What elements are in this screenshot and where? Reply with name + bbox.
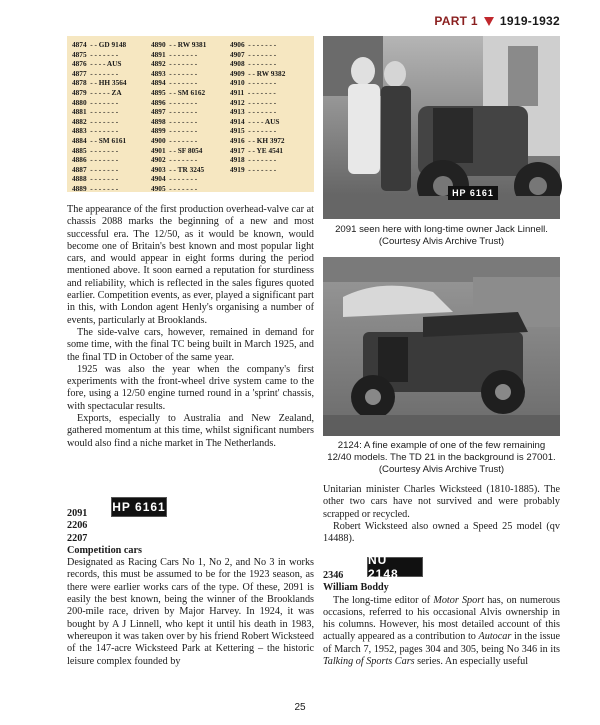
chassis-row: 4910 - - - - - - - [230, 78, 277, 88]
photo-12-40-model [323, 257, 560, 436]
chassis-row: 4879 - - - - - ZA [72, 87, 122, 97]
part-label: PART 1 [434, 14, 478, 28]
text-run: has, on numerous occasions, referred to his occasional Alvis ownership in his columns. However, his most detailed account of this actually appeared as a contribution to [323, 594, 560, 643]
chassis-table [67, 36, 314, 192]
paragraph-speed-25: Robert Wicksteed also owned a Speed 25 model (qv 14488). [323, 520, 560, 545]
chassis-row: 4874 - - GD 9148 [72, 40, 127, 49]
chassis-column-3 [230, 40, 309, 188]
chassis-row: 4914 - - - - AUS [230, 116, 280, 126]
paragraph-william-boddy [323, 595, 560, 669]
chassis-row: 4904 - - - - - - - [151, 174, 198, 184]
chassis-row: 4880 - - - - - - - [72, 97, 119, 107]
chassis-row: 4887 - - - - - - - [72, 164, 119, 174]
chassis-number-2206: 2206 [67, 520, 88, 532]
paragraph-side-valve: The side-valve cars, however, remained in demand for some time, with the final TC being built in March 1925, and the final TD in October of the same year. [67, 326, 314, 363]
photo-2-caption: 2124: A fine example of one of the few remaining 12/40 models. The TD 21 in the background is 27001. (Courtesy Alvis Archive Trust) [327, 440, 556, 475]
chassis-row: 4883 - - - - - - - [72, 126, 119, 136]
chassis-number-2346: 2346 [323, 570, 344, 581]
chassis-row: 4905 - - - - - - - [151, 183, 198, 193]
paragraph-front-wheel-drive: 1925 was also the year when the company's first experiments with the front-wheel drive system came to the fore, using a 12/50 engine turned round in a 'sprint' chassis, with spectacular results. [67, 363, 314, 412]
years-label: 1919-1932 [499, 14, 560, 28]
chassis-row: 4919 - - - - - - - [230, 164, 277, 174]
text-run: The long-time editor of [333, 594, 434, 606]
chassis-row: 4893 - - - - - - - [151, 68, 198, 78]
photo-1-plate: HP 6161 [448, 186, 498, 200]
chassis-row: 4897 - - - - - - - [151, 107, 198, 117]
right-entry-2346 [323, 570, 560, 668]
photo-jack-linnell [323, 36, 560, 219]
left-entry-2091 [67, 508, 314, 668]
red-triangle-icon [484, 17, 494, 26]
chassis-row: 4900 - - - - - - - [151, 135, 198, 145]
chassis-row: 4882 - - - - - - - [72, 116, 119, 126]
chassis-row: 4908 - - - - - - - [230, 59, 277, 69]
chassis-row: 4894 - - - - - - - [151, 78, 198, 88]
chassis-row: 4909 - - RW 9382 [230, 68, 286, 78]
chassis-row: 4877 - - - - - - - [72, 68, 119, 78]
photo-1-image [323, 36, 560, 219]
chassis-row: 4884 - - SM 6161 [72, 135, 127, 145]
italic-autocar: Autocar [478, 631, 512, 643]
left-text-column [67, 204, 314, 450]
italic-series-title: Talking of Sports Cars [323, 656, 415, 668]
chassis-row: 4915 - - - - - - - [230, 126, 277, 136]
chassis-row: 4907 - - - - - - - [230, 49, 277, 59]
chassis-row: 4889 - - - - - - - [72, 183, 119, 193]
chassis-row: 4906 - - - - - - - [230, 40, 277, 49]
chassis-row: 4911 - - - - - - - [230, 87, 276, 97]
italic-motor-sport: Motor Sport [433, 594, 485, 606]
chassis-number-2091: 2091 [67, 508, 88, 519]
chassis-column-2 [151, 40, 230, 193]
subhead-competition-cars: Competition cars [67, 544, 142, 556]
paragraph-overhead-valve: The appearance of the first production overhead-valve car at chassis 2088 marks the beginning of a new and most successful era. The 12/50, as it would be known, would become one of Britain's best known and most popular light cars, and would appear in eight forms during the period mentioned above. It soon earned a reputation for sturdiness and reliability, which is reflected in the sales figures quoted earlier. Competition events, as ever, played a significant part in this, with London agent Henly's organising a number of events, particularly at Brooklands. [67, 204, 314, 326]
chassis-row: 4881 - - - - - - - [72, 107, 119, 117]
chassis-row: 4892 - - - - - - - [151, 59, 198, 69]
chassis-row: 4912 - - - - - - - [230, 97, 277, 107]
chassis-column-1 [72, 40, 151, 193]
text-run: series. An especially useful [414, 656, 529, 668]
chassis-row: 4917 - - YE 4541 [230, 145, 284, 155]
chassis-row: 4895 - - SM 6162 [151, 87, 206, 97]
chassis-row: 4918 - - - - - - - [230, 155, 277, 165]
chassis-row: 4903 - - TR 3245 [151, 164, 205, 174]
chassis-row: 4885 - - - - - - - [72, 145, 119, 155]
page-number: 25 [294, 702, 306, 713]
chassis-row: 4916 - - KH 3972 [230, 135, 285, 145]
chassis-row: 4901 - - SF 8054 [151, 145, 203, 155]
chassis-row: 4886 - - - - - - - [72, 155, 119, 165]
chassis-row: 4890 - - RW 9381 [151, 40, 207, 49]
text-run: in the issue of March 7, 1952, pages 304 and 305, being No 346 in its [323, 631, 560, 655]
chassis-row: 4888 - - - - - - - [72, 174, 119, 184]
chassis-row: 4896 - - - - - - - [151, 97, 198, 107]
plate-hp-6161: HP 6161 [111, 497, 167, 517]
running-header [434, 14, 560, 28]
photo-2-image [323, 257, 560, 436]
subhead-william-boddy: William Boddy [323, 582, 389, 594]
chassis-row: 4875 - - - - - - - [72, 49, 119, 59]
chassis-row: 4876 - - - - AUS [72, 59, 122, 69]
chassis-number-2207: 2207 [67, 532, 88, 544]
right-text-column [323, 484, 560, 545]
chassis-row: 4913 - - - - - - - [230, 107, 277, 117]
chassis-row: 4902 - - - - - - - [151, 155, 198, 165]
plate-nu-2148: NU 2148 [367, 557, 423, 577]
chassis-row: 4878 - - HH 3564 [72, 78, 127, 88]
chassis-row: 4899 - - - - - - - [151, 126, 198, 136]
chassis-row: 4891 - - - - - - - [151, 49, 198, 59]
paragraph-competition-cars: Designated as Racing Cars No 1, No 2, and No 3 in works records, this must be assumed to be for the 1923 season, as there were earlier works cars of the type. Of these, 2091 is easily the best known, being the winner of the Brooklands 200-mile race, driven by Major Harvey. In 1924, it was bought by A J Linnell, who kept it until his death in 1983, whereupon it was taken over by his friend Robert Wicksteed of the 147-acre Wicksteed Park at Kettering – the historic leisure complex founded by [67, 557, 314, 667]
photo-1-caption: 2091 seen here with long-time owner Jack Linnell. (Courtesy Alvis Archive Trust) [335, 224, 548, 247]
chassis-row: 4898 - - - - - - - [151, 116, 198, 126]
paragraph-exports: Exports, especially to Australia and New Zealand, gathered momentum at this time, whilst significant numbers would also find a niche market in The Netherlands. [67, 413, 314, 449]
paragraph-unitarian: Unitarian minister Charles Wicksteed (1810-1885). The other two cars have not survived and were probably scrapped or recycled. [323, 484, 560, 520]
